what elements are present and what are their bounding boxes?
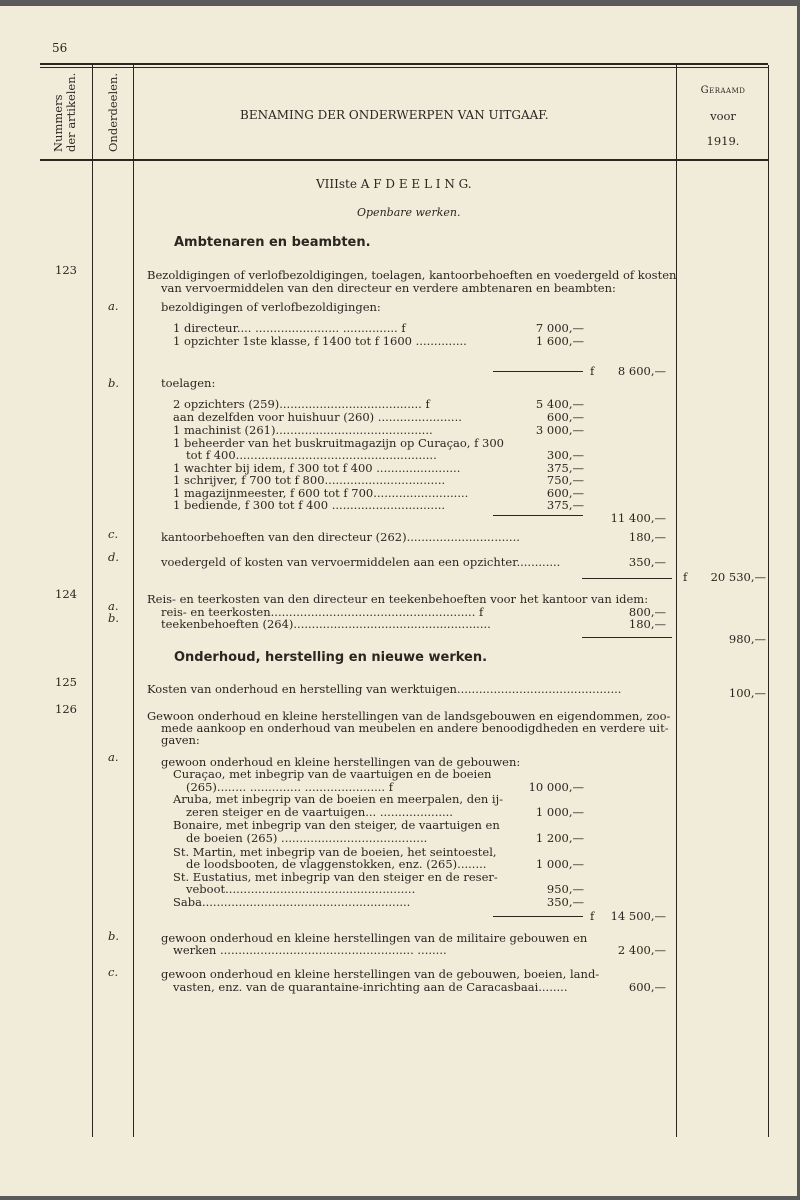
- text-line: 1 opzichter 1ste klasse, f 1400 tot f 1600 ..............: [173, 334, 467, 348]
- top-rule-thin: [40, 67, 768, 68]
- heading-maintenance: Onderhoud, herstelling en nieuwe werken.: [174, 650, 488, 665]
- subdivision-letter: c.: [108, 527, 119, 541]
- subdivision-letter: a.: [108, 299, 119, 313]
- subtotal-rule: [582, 637, 672, 638]
- header-budget-1: Geraamd: [700, 85, 746, 96]
- amount: 350,—: [546, 895, 584, 909]
- amount: 375,—: [546, 498, 584, 512]
- top-rule: [40, 63, 768, 65]
- subtotal-rule: [582, 578, 672, 579]
- subdivision-letter: b.: [108, 929, 120, 943]
- text-line: 1 directeur.... ....................... ............... f: [173, 321, 406, 335]
- amount: 750,—: [546, 473, 584, 487]
- text-line: werken ..................................................... ........: [173, 943, 447, 957]
- text-line: Kosten van onderhoud en herstelling van werktuigen.............................................: [147, 682, 622, 696]
- header-bottom-rule: [40, 159, 768, 161]
- subtotal-rule: [493, 371, 583, 372]
- col-divider-2: [133, 65, 134, 1137]
- text-line: Reis- en teerkosten van den directeur en teekenbehoeften voor het kantoor van idem:: [147, 592, 649, 606]
- text-line: 1 beheerder van het buskruitmagazijn op Curaçao, f 300: [173, 436, 504, 450]
- currency-mark: f: [590, 364, 595, 378]
- total-amount: 20 530,—: [710, 570, 766, 584]
- subtotal-rule: [493, 916, 583, 917]
- header-subdivisions: Onderdeelen.: [106, 72, 120, 152]
- amount: 8 600,—: [617, 364, 666, 378]
- subdivision-letter: a.: [108, 599, 119, 613]
- text-line: gewoon onderhoud en kleine herstellingen van de gebouwen, boeien, land-: [161, 967, 600, 981]
- text-line: 1 schrijver, f 700 tot f 800.................................: [173, 473, 446, 487]
- text-line: Bonaire, met inbegrip van den steiger, de vaartuigen en: [173, 818, 500, 832]
- amount: 180,—: [628, 617, 666, 631]
- amount: 600,—: [628, 980, 666, 994]
- amount: 3 000,—: [535, 423, 584, 437]
- col-divider-4: [768, 65, 769, 1137]
- currency-mark: f: [590, 909, 595, 923]
- text-line: Aruba, met inbegrip van de boeien en meerpalen, den ij-: [173, 792, 504, 806]
- text-line: toelagen:: [161, 376, 216, 390]
- amount: 300,—: [546, 448, 584, 462]
- text-line: 1 machinist (261)...........................................: [173, 423, 433, 437]
- amount: 600,—: [546, 486, 584, 500]
- text-line: gewoon onderhoud en kleine herstellingen van de militaire gebouwen en: [161, 931, 588, 945]
- amount: 11 400,—: [610, 511, 666, 525]
- text-line: kantoorbehoeften van den directeur (262)...............................: [161, 530, 520, 544]
- amount: 7 000,—: [535, 321, 584, 335]
- article-number: 123: [55, 263, 77, 277]
- text-line: veboot....................................................: [186, 882, 416, 896]
- amount: 600,—: [546, 410, 584, 424]
- amount: 950,—: [546, 882, 584, 896]
- subdivision-letter: c.: [108, 965, 119, 979]
- col-divider-3: [676, 65, 677, 1137]
- text-line: 1 bediende, f 300 tot f 400 ...............................: [173, 498, 446, 512]
- text-line: Curaçao, met inbegrip van de vaartuigen en de boeien: [173, 767, 492, 781]
- section-subtitle: Openbare werken.: [357, 206, 461, 219]
- text-line: voedergeld of kosten van vervoermiddelen aan een opzichter............: [161, 555, 561, 569]
- text-line: bezoldigingen of verlofbezoldigingen:: [161, 300, 381, 314]
- heading-officials: Ambtenaren en beambten.: [174, 235, 371, 250]
- text-line: mede aankoop en onderhoud van meubelen en andere benoodigdheden en verdere uit-: [161, 721, 669, 735]
- subdivision-letter: a.: [108, 750, 119, 764]
- text-line: tot f 400.......................................................: [186, 448, 437, 462]
- amount: 350,—: [628, 555, 666, 569]
- amount: 1 000,—: [535, 857, 584, 871]
- text-line: gaven:: [161, 733, 200, 747]
- amount: 180,—: [628, 530, 666, 544]
- amount: 14 500,—: [610, 909, 666, 923]
- subtotal-rule: [493, 515, 583, 516]
- subdivision-letter: b.: [108, 611, 120, 625]
- text-line: van vervoermiddelen van den directeur en verdere ambtenaren en beambten:: [161, 281, 616, 295]
- text-line: zeren steiger en de vaartuigen... ....................: [186, 805, 453, 819]
- header-budget-2: voor: [710, 109, 736, 123]
- ledger-page: [0, 6, 797, 1196]
- header-title: BENAMING DER ONDERWERPEN VAN UITGAAF.: [240, 108, 549, 122]
- amount: 800,—: [628, 605, 666, 619]
- total-amount: 100,—: [728, 686, 766, 700]
- text-line: teekenbehoeften (264)......................................................: [161, 617, 491, 631]
- text-line: 1 magazijnmeester, f 600 tot f 700..........................: [173, 486, 469, 500]
- header-budget-3: 1919.: [706, 134, 740, 148]
- header-articles: Nummers der artikelen.: [51, 72, 78, 152]
- section-title: VIIIste A F D E E L I N G.: [316, 177, 472, 191]
- article-number: 124: [55, 587, 77, 601]
- total-amount: 980,—: [728, 632, 766, 646]
- text-line: gewoon onderhoud en kleine herstellingen van de gebouwen:: [161, 755, 521, 769]
- amount: 1 600,—: [535, 334, 584, 348]
- article-number: 125: [55, 675, 77, 689]
- text-line: Gewoon onderhoud en kleine herstellingen van de landsgebouwen en eigendommen, zoo-: [147, 709, 671, 723]
- currency-mark: f: [683, 570, 688, 584]
- text-line: aan dezelfden voor huishuur (260) .......................: [173, 410, 462, 424]
- page-number: 56: [52, 41, 68, 55]
- subdivision-letter: d.: [108, 550, 120, 564]
- col-divider-1: [92, 65, 93, 1137]
- text-line: (265)........ .............. ...................... f: [186, 780, 393, 794]
- text-line: vasten, enz. van de quarantaine-inrichting aan de Caracasbaai........: [173, 980, 568, 994]
- amount: 1 200,—: [535, 831, 584, 845]
- amount: 2 400,—: [617, 943, 666, 957]
- amount: 5 400,—: [535, 397, 584, 411]
- text-line: de boeien (265) ........................................: [186, 831, 428, 845]
- text-line: St. Martin, met inbegrip van de boeien, het seintoestel,: [173, 845, 497, 859]
- amount: 375,—: [546, 461, 584, 475]
- text-line: Bezoldigingen of verlofbezoldigingen, toelagen, kantoorbehoeften en voedergeld of kosten: [147, 268, 677, 282]
- amount: 10 000,—: [528, 780, 584, 794]
- text-line: St. Eustatius, met inbegrip van den steiger en de reser-: [173, 870, 498, 884]
- subdivision-letter: b.: [108, 376, 120, 390]
- text-line: 2 opzichters (259)....................................... f: [173, 397, 430, 411]
- article-number: 126: [55, 702, 77, 716]
- text-line: Saba.........................................................: [173, 895, 411, 909]
- amount: 1 000,—: [535, 805, 584, 819]
- text-line: 1 wachter bij idem, f 300 tot f 400 .......................: [173, 461, 461, 475]
- text-line: de loodsbooten, de vlaggenstokken, enz. (265)........: [186, 857, 487, 871]
- text-line: reis- en teerkosten........................................................ f: [161, 605, 484, 619]
